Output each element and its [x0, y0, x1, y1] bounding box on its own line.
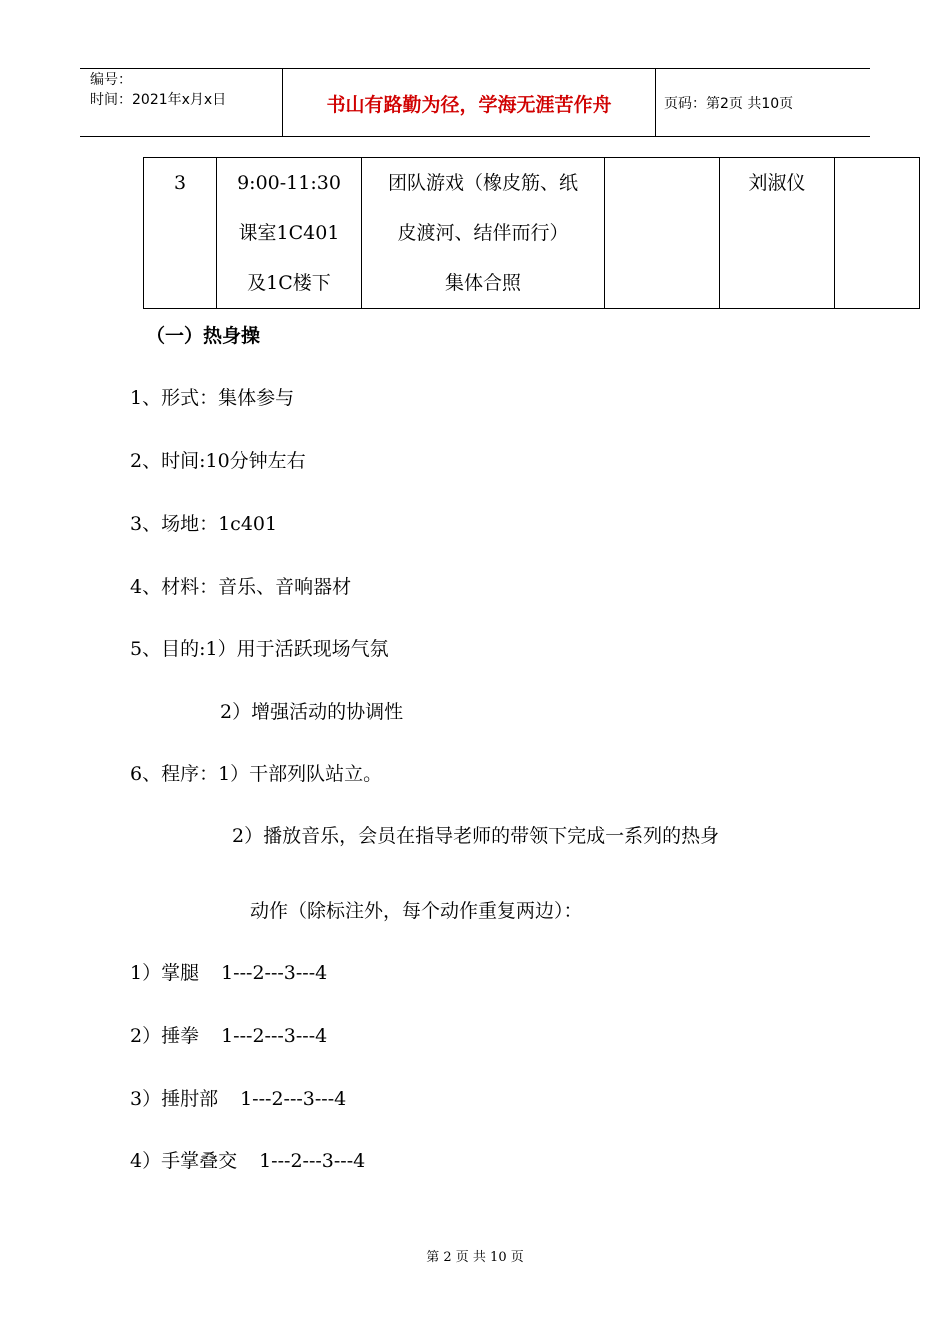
move-label: 1）掌腿 — [130, 962, 200, 984]
list-item: 3、场地：1c401 — [130, 513, 278, 535]
header-bottom-rule — [80, 136, 870, 137]
table-row — [144, 158, 920, 309]
table-cell-person — [720, 158, 835, 309]
move-count: 1---2---3---4 — [240, 1088, 347, 1110]
document-date: 时间：2021年x月x日 — [90, 92, 227, 108]
table-cell-activity — [362, 158, 605, 309]
header-top-rule — [80, 68, 870, 69]
header-motto: 书山有路勤为径，学海无涯苦作舟 — [326, 94, 612, 116]
table-cell-index — [144, 158, 217, 309]
document-number: 编号： — [90, 72, 132, 88]
move-label: 2）捶拳 — [130, 1025, 200, 1047]
row-index: 3 — [173, 172, 187, 194]
row-activity: 皮渡河、结伴而行） — [397, 222, 569, 244]
row-activity: 集体合照 — [444, 272, 521, 294]
move-item — [130, 1023, 327, 1049]
header-page-number: 页码：第2页 共10页 — [664, 96, 794, 112]
section-title: （一）热身操 — [146, 325, 261, 347]
header-divider — [655, 68, 656, 136]
list-item: 2）增强活动的协调性 — [220, 701, 404, 723]
table-cell-empty — [605, 158, 720, 309]
move-label: 4）手掌叠交 — [130, 1150, 238, 1172]
list-item: 2、时间:10分钟左右 — [130, 450, 306, 472]
row-time: 9:00-11:30 — [237, 172, 341, 194]
list-item: 1、形式：集体参与 — [130, 387, 295, 409]
list-item: 5、目的:1）用于活跃现场气氛 — [130, 638, 389, 660]
move-count: 1---2---3---4 — [221, 1025, 328, 1047]
move-item — [130, 1086, 346, 1112]
page-footer: 第 2 页 共 10 页 — [426, 1250, 524, 1265]
row-place: 及1C楼下 — [247, 272, 331, 294]
row-place: 课室1C401 — [238, 222, 340, 244]
list-item: 2）播放音乐，会员在指导老师的带领下完成一系列的热身 — [232, 825, 720, 847]
row-activity: 团队游戏（橡皮筋、纸 — [387, 172, 578, 194]
move-item — [130, 1148, 365, 1174]
table-cell-empty — [835, 158, 920, 309]
move-count: 1---2---3---4 — [259, 1150, 366, 1172]
table-cell-time — [217, 158, 362, 309]
schedule-table — [143, 157, 920, 309]
header-meta — [90, 70, 226, 110]
list-item: 4、材料：音乐、音响器材 — [130, 576, 352, 598]
list-item: 动作（除标注外，每个动作重复两边）： — [250, 900, 583, 922]
move-item — [130, 960, 327, 986]
move-count: 1---2---3---4 — [221, 962, 328, 984]
move-label: 3）捶肘部 — [130, 1088, 219, 1110]
row-person: 刘淑仪 — [748, 172, 806, 194]
list-item: 6、程序：1）干部列队站立。 — [130, 763, 383, 785]
